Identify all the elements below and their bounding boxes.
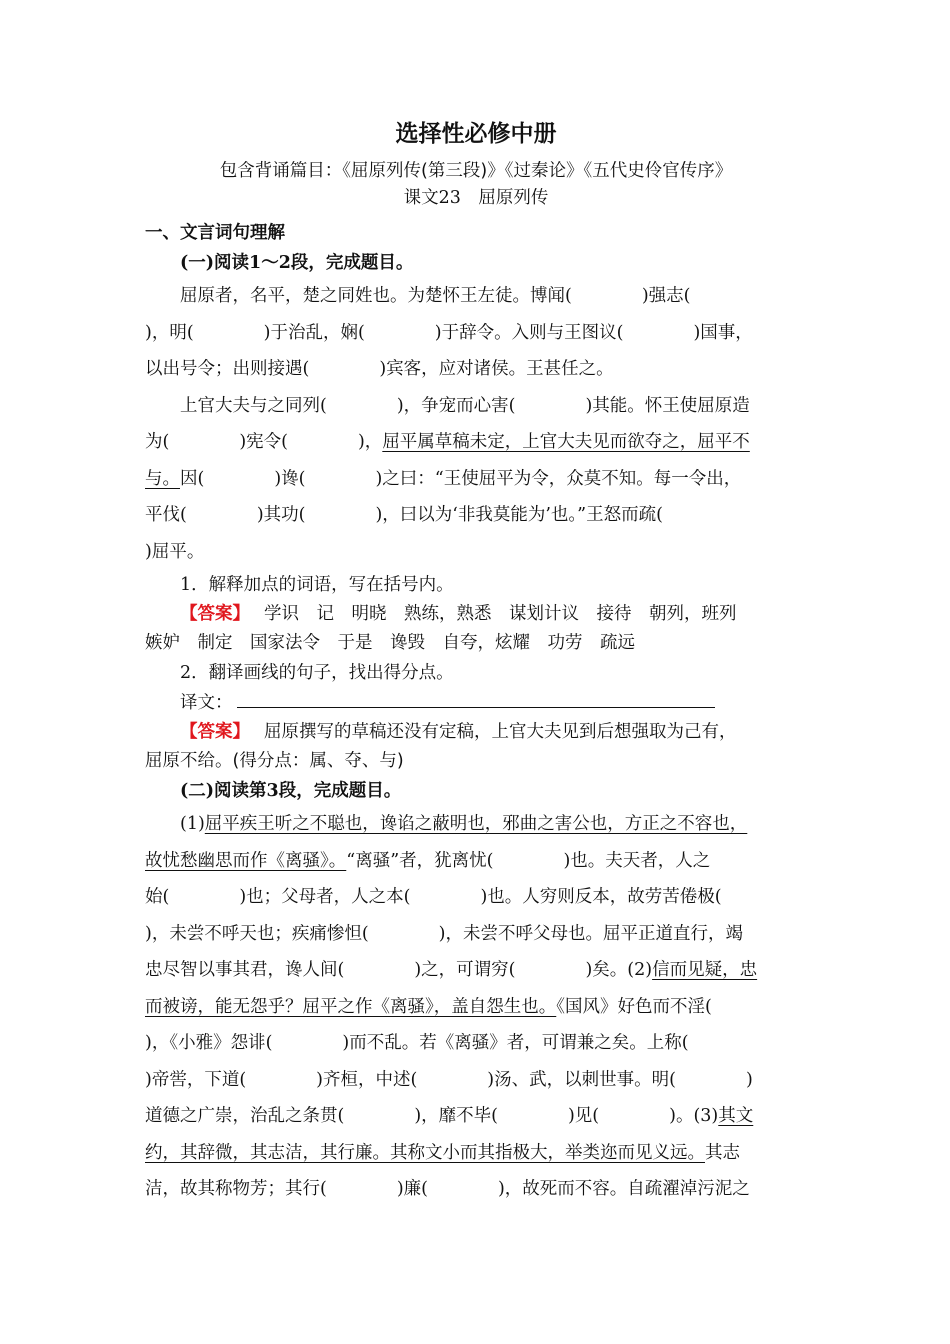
underlined-sentence: 屈平属草稿未定，上官大夫见而欲夺之，屈平不 (382, 432, 750, 452)
answer-blank-line[interactable] (237, 707, 715, 708)
lesson-title: 课文23 屈原列传 (403, 188, 549, 208)
text-line (145, 1135, 807, 1172)
text-line (145, 952, 807, 989)
text-span: 其志 (705, 1142, 740, 1163)
answer-text: 屈原撰写的草稿还没有定稿，上官大夫见到后想强取为己有， (264, 722, 737, 742)
underlined-sentence: 与。 (145, 468, 180, 489)
part-heading-1: (一)阅读1～2段，完成题目。 (180, 253, 414, 273)
answer-text: 学识 记 明晓 熟练，熟悉 谋划计议 接待 朝列，班列 (264, 604, 737, 624)
translation-line (145, 688, 807, 718)
passage-paragraph-3 (145, 806, 807, 1208)
text-line: 屈原者，名平，楚之同姓也。为楚怀王左徒。博闻( )强志( (180, 286, 691, 306)
text-line (145, 843, 807, 880)
answer-text: 嫉妒 制定 国家法令 于是 谗毁 自夸，炫耀 功劳 疏远 (145, 633, 635, 653)
underlined-sentence: 故忧愁幽思而作《离骚》。 (145, 850, 347, 871)
question-2: 2．翻译画线的句子，找出得分点。 (180, 663, 454, 683)
text-span: 道德之广崇，治乱之条贯( )，靡不毕( )见( )。(3) (145, 1106, 719, 1126)
text-line: 洁，故其称物芳；其行( )廉( )，故死而不容。自疏濯淖污泥之 (145, 1179, 750, 1199)
question-1: 1．解释加点的词语，写在括号内。 (180, 575, 454, 595)
text-line: )，明( )于治乱，娴( )于辞令。入则与王图议( )国事， (145, 322, 753, 343)
underlined-sentence: 约，其辞微，其志洁，其行廉。其称文小而其指极大，举类迩而见义远。 (145, 1142, 705, 1163)
text-line: )屈平。 (145, 541, 205, 562)
underlined-sentence: 屈平疾王听之不聪也，谗谄之蔽明也，邪曲之害公也，方正之不容也， (204, 814, 748, 834)
translation-label: 译文： (180, 693, 233, 713)
text-line: )，《小雅》怨诽( )而不乱。若《离骚》者，可谓兼之矣。上称( (145, 1033, 689, 1053)
passage-paragraph-1 (145, 278, 807, 388)
document-page (145, 118, 807, 1208)
text-line (145, 806, 807, 843)
answer-2 (145, 718, 807, 747)
text-span: 忠尽智以事其君，谗人间( )之，可谓穷( )矣。(2) (145, 960, 653, 980)
text-span: 因( )谗( )之曰：“王使屈平为令，众莫不知。每一令出， (180, 468, 742, 489)
text-line (145, 424, 807, 461)
text-line (145, 1098, 807, 1135)
text-line (145, 989, 807, 1026)
answer-text: 屈原不给。(得分点：属、夺、与) (145, 751, 404, 771)
part-heading-2: (二)阅读第3段，完成题目。 (180, 781, 402, 801)
recitation-list: 包含背诵篇目：《屈原列传(第三段)》《过秦论》《五代史伶官传序》 (219, 161, 733, 181)
text-line: 上官大夫与之同列( )，争宠而心害( )其能。怀王使屈原造 (180, 395, 750, 416)
section-heading: 一、文言词句理解 (145, 223, 285, 243)
text-span: (1) (180, 814, 205, 834)
text-line: 始( )也；父母者，人之本( )也。人穷则反本，故劳苦倦极( (145, 887, 722, 907)
text-span: 《国风》好色而不淫( (556, 996, 712, 1017)
passage-paragraph-2 (145, 388, 807, 571)
answer-1 (145, 600, 807, 629)
underlined-sentence: 而被谤，能无怨乎？屈平之作《离骚》，盖自怨生也。 (145, 996, 557, 1017)
answer-tag: 【答案】 (180, 604, 250, 624)
document-title: 选择性必修中册 (395, 120, 557, 147)
answer-tag: 【答案】 (180, 722, 250, 742)
underlined-sentence: 其文 (718, 1106, 754, 1126)
text-line: )，未尝不呼天也；疾痛惨怛( )，未尝不呼父母也。屈平正道直行，竭 (145, 923, 743, 944)
text-line: 以出号令；出则接遇( )宾客，应对诸侯。王甚任之。 (145, 359, 614, 379)
text-line: )帝喾，下道( )齐桓，中述( )汤、武，以刺世事。明( ) (145, 1069, 753, 1090)
text-span: 为( )宪令( )， (145, 432, 383, 452)
text-line (145, 461, 807, 498)
text-line: 平伐( )其功( )，曰以为‘非我莫能为’也。”王怒而疏( (145, 505, 663, 525)
text-span: “离骚”者，犹离忧( )也。夫天者，人之 (346, 850, 711, 871)
underlined-sentence: 信而见疑，忠 (652, 960, 758, 980)
